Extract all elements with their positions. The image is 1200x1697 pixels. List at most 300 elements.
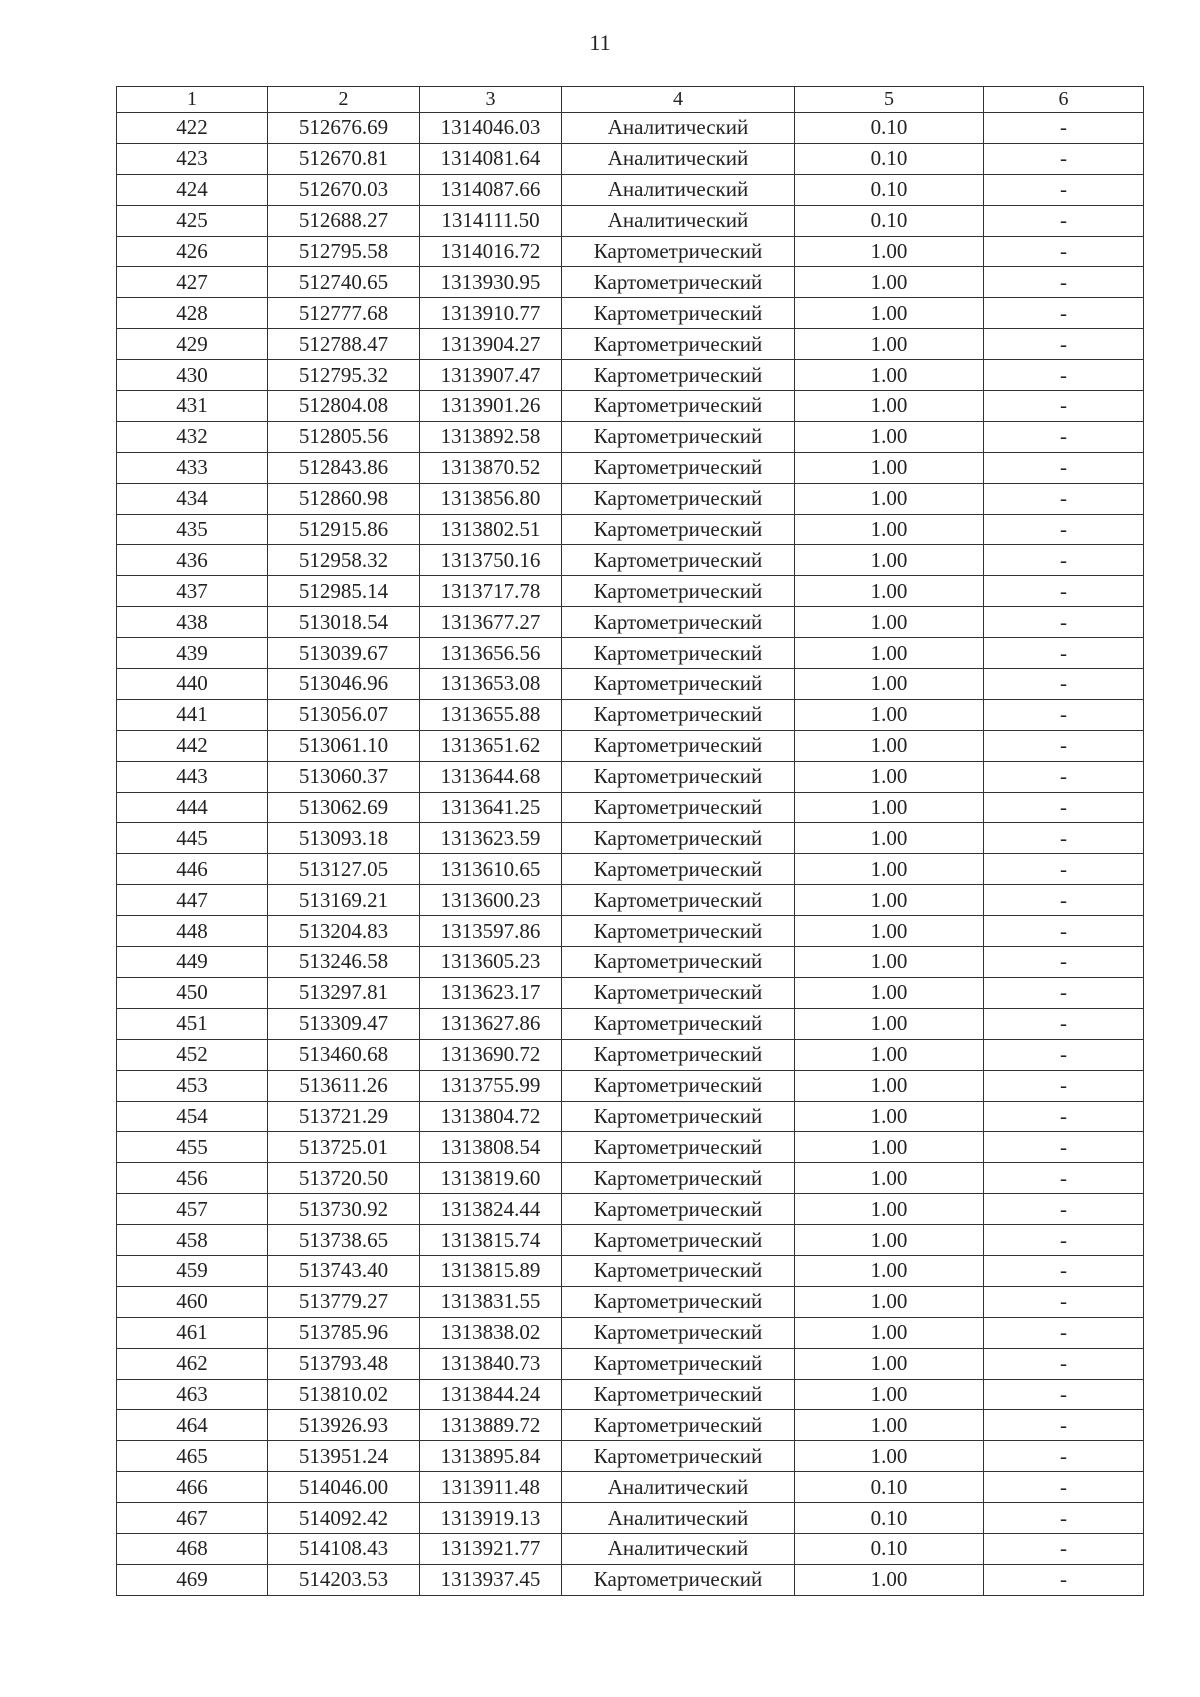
x-coordinate-cell: 512804.08 <box>268 391 420 422</box>
description-cell: - <box>984 761 1144 792</box>
description-cell: - <box>984 360 1144 391</box>
table-row <box>117 391 1144 422</box>
description-cell: - <box>984 1070 1144 1101</box>
x-coordinate-cell: 512805.56 <box>268 421 420 452</box>
table-body <box>117 113 1144 1596</box>
point-number-cell: 449 <box>117 947 268 978</box>
y-coordinate-cell: 1314016.72 <box>420 236 562 267</box>
accuracy-cell: 1.00 <box>795 452 984 483</box>
method-cell: Картометрический <box>562 977 795 1008</box>
description-cell: - <box>984 1286 1144 1317</box>
point-number-cell: 437 <box>117 576 268 607</box>
table-row <box>117 730 1144 761</box>
method-cell: Картометрический <box>562 1225 795 1256</box>
x-coordinate-cell: 513720.50 <box>268 1163 420 1194</box>
description-cell: - <box>984 576 1144 607</box>
table-row <box>117 360 1144 391</box>
method-cell: Картометрический <box>562 885 795 916</box>
method-cell: Картометрический <box>562 391 795 422</box>
method-cell: Картометрический <box>562 329 795 360</box>
point-number-cell: 434 <box>117 483 268 514</box>
y-coordinate-cell: 1313641.25 <box>420 792 562 823</box>
description-cell: - <box>984 1255 1144 1286</box>
table-row <box>117 1503 1144 1534</box>
accuracy-cell: 1.00 <box>795 1348 984 1379</box>
x-coordinate-cell: 512915.86 <box>268 514 420 545</box>
point-number-cell: 463 <box>117 1379 268 1410</box>
table-row <box>117 483 1144 514</box>
accuracy-cell: 0.10 <box>795 113 984 144</box>
table-row <box>117 329 1144 360</box>
accuracy-cell: 1.00 <box>795 1255 984 1286</box>
accuracy-cell: 1.00 <box>795 947 984 978</box>
x-coordinate-cell: 512843.86 <box>268 452 420 483</box>
method-cell: Аналитический <box>562 174 795 205</box>
method-cell: Картометрический <box>562 545 795 576</box>
method-cell: Картометрический <box>562 1101 795 1132</box>
accuracy-cell: 1.00 <box>795 1564 984 1595</box>
method-cell: Картометрический <box>562 638 795 669</box>
x-coordinate-cell: 513725.01 <box>268 1132 420 1163</box>
point-number-cell: 430 <box>117 360 268 391</box>
y-coordinate-cell: 1313819.60 <box>420 1163 562 1194</box>
accuracy-cell: 1.00 <box>795 699 984 730</box>
accuracy-cell: 0.10 <box>795 143 984 174</box>
description-cell: - <box>984 1039 1144 1070</box>
accuracy-cell: 1.00 <box>795 1441 984 1472</box>
method-cell: Картометрический <box>562 607 795 638</box>
accuracy-cell: 1.00 <box>795 298 984 329</box>
accuracy-cell: 0.10 <box>795 205 984 236</box>
x-coordinate-cell: 514046.00 <box>268 1472 420 1503</box>
description-cell: - <box>984 792 1144 823</box>
point-number-cell: 432 <box>117 421 268 452</box>
x-coordinate-cell: 513785.96 <box>268 1317 420 1348</box>
y-coordinate-cell: 1313804.72 <box>420 1101 562 1132</box>
description-cell: - <box>984 730 1144 761</box>
y-coordinate-cell: 1313605.23 <box>420 947 562 978</box>
x-coordinate-cell: 513793.48 <box>268 1348 420 1379</box>
description-cell: - <box>984 823 1144 854</box>
description-cell: - <box>984 236 1144 267</box>
method-cell: Картометрический <box>562 1255 795 1286</box>
method-cell: Аналитический <box>562 1533 795 1564</box>
description-cell: - <box>984 1533 1144 1564</box>
y-coordinate-cell: 1313892.58 <box>420 421 562 452</box>
method-cell: Аналитический <box>562 113 795 144</box>
table-row <box>117 1163 1144 1194</box>
y-coordinate-cell: 1313895.84 <box>420 1441 562 1472</box>
point-number-cell: 461 <box>117 1317 268 1348</box>
method-cell: Картометрический <box>562 452 795 483</box>
method-cell: Картометрический <box>562 1317 795 1348</box>
description-cell: - <box>984 1225 1144 1256</box>
table-row <box>117 669 1144 700</box>
table-row <box>117 1225 1144 1256</box>
method-cell: Картометрический <box>562 1441 795 1472</box>
accuracy-cell: 1.00 <box>795 1070 984 1101</box>
table-row <box>117 1255 1144 1286</box>
method-cell: Картометрический <box>562 854 795 885</box>
accuracy-cell: 1.00 <box>795 761 984 792</box>
x-coordinate-cell: 513309.47 <box>268 1008 420 1039</box>
point-number-cell: 458 <box>117 1225 268 1256</box>
accuracy-cell: 1.00 <box>795 730 984 761</box>
accuracy-cell: 1.00 <box>795 792 984 823</box>
x-coordinate-cell: 513246.58 <box>268 947 420 978</box>
method-cell: Картометрический <box>562 761 795 792</box>
accuracy-cell: 1.00 <box>795 1039 984 1070</box>
y-coordinate-cell: 1313840.73 <box>420 1348 562 1379</box>
point-number-cell: 466 <box>117 1472 268 1503</box>
method-cell: Картометрический <box>562 823 795 854</box>
method-cell: Картометрический <box>562 1410 795 1441</box>
point-number-cell: 438 <box>117 607 268 638</box>
method-cell: Картометрический <box>562 360 795 391</box>
x-coordinate-cell: 513738.65 <box>268 1225 420 1256</box>
column-header: 4 <box>562 87 795 113</box>
table-row <box>117 792 1144 823</box>
description-cell: - <box>984 514 1144 545</box>
description-cell: - <box>984 607 1144 638</box>
description-cell: - <box>984 1503 1144 1534</box>
accuracy-cell: 1.00 <box>795 421 984 452</box>
table-row <box>117 267 1144 298</box>
x-coordinate-cell: 513127.05 <box>268 854 420 885</box>
point-number-cell: 441 <box>117 699 268 730</box>
point-number-cell: 467 <box>117 1503 268 1534</box>
method-cell: Аналитический <box>562 1472 795 1503</box>
description-cell: - <box>984 885 1144 916</box>
x-coordinate-cell: 512740.65 <box>268 267 420 298</box>
page-number: 11 <box>589 30 611 55</box>
description-cell: - <box>984 1441 1144 1472</box>
y-coordinate-cell: 1314081.64 <box>420 143 562 174</box>
description-cell: - <box>984 1472 1144 1503</box>
y-coordinate-cell: 1313610.65 <box>420 854 562 885</box>
table-row <box>117 1070 1144 1101</box>
description-cell: - <box>984 329 1144 360</box>
table-row <box>117 854 1144 885</box>
table-row <box>117 607 1144 638</box>
x-coordinate-cell: 513039.67 <box>268 638 420 669</box>
accuracy-cell: 1.00 <box>795 1286 984 1317</box>
description-cell: - <box>984 1101 1144 1132</box>
point-number-cell: 447 <box>117 885 268 916</box>
description-cell: - <box>984 1379 1144 1410</box>
y-coordinate-cell: 1313901.26 <box>420 391 562 422</box>
x-coordinate-cell: 513093.18 <box>268 823 420 854</box>
accuracy-cell: 1.00 <box>795 823 984 854</box>
accuracy-cell: 1.00 <box>795 638 984 669</box>
y-coordinate-cell: 1313911.48 <box>420 1472 562 1503</box>
accuracy-cell: 1.00 <box>795 1225 984 1256</box>
point-number-cell: 442 <box>117 730 268 761</box>
description-cell: - <box>984 1163 1144 1194</box>
accuracy-cell: 1.00 <box>795 1101 984 1132</box>
table-row <box>117 514 1144 545</box>
y-coordinate-cell: 1313750.16 <box>420 545 562 576</box>
point-number-cell: 457 <box>117 1194 268 1225</box>
table-row <box>117 947 1144 978</box>
point-number-cell: 431 <box>117 391 268 422</box>
method-cell: Картометрический <box>562 236 795 267</box>
description-cell: - <box>984 669 1144 700</box>
table-row <box>117 885 1144 916</box>
method-cell: Картометрический <box>562 1564 795 1595</box>
table-row <box>117 977 1144 1008</box>
table-row <box>117 143 1144 174</box>
method-cell: Картометрический <box>562 1379 795 1410</box>
point-number-cell: 460 <box>117 1286 268 1317</box>
description-cell: - <box>984 1008 1144 1039</box>
description-cell: - <box>984 391 1144 422</box>
point-number-cell: 428 <box>117 298 268 329</box>
point-number-cell: 429 <box>117 329 268 360</box>
description-cell: - <box>984 483 1144 514</box>
method-cell: Картометрический <box>562 699 795 730</box>
method-cell: Картометрический <box>562 1348 795 1379</box>
x-coordinate-cell: 512777.68 <box>268 298 420 329</box>
description-cell: - <box>984 421 1144 452</box>
y-coordinate-cell: 1313919.13 <box>420 1503 562 1534</box>
table-row <box>117 1564 1144 1595</box>
method-cell: Картометрический <box>562 1070 795 1101</box>
point-number-cell: 448 <box>117 916 268 947</box>
y-coordinate-cell: 1314087.66 <box>420 174 562 205</box>
table-row <box>117 1472 1144 1503</box>
table-row <box>117 1194 1144 1225</box>
x-coordinate-cell: 513061.10 <box>268 730 420 761</box>
accuracy-cell: 1.00 <box>795 854 984 885</box>
table-header-row <box>117 87 1144 113</box>
description-cell: - <box>984 977 1144 1008</box>
point-number-cell: 435 <box>117 514 268 545</box>
method-cell: Картометрический <box>562 1132 795 1163</box>
description-cell: - <box>984 1132 1144 1163</box>
x-coordinate-cell: 513721.29 <box>268 1101 420 1132</box>
accuracy-cell: 1.00 <box>795 576 984 607</box>
description-cell: - <box>984 1194 1144 1225</box>
y-coordinate-cell: 1313627.86 <box>420 1008 562 1039</box>
x-coordinate-cell: 512985.14 <box>268 576 420 607</box>
table-row <box>117 421 1144 452</box>
description-cell: - <box>984 638 1144 669</box>
method-cell: Картометрический <box>562 1194 795 1225</box>
point-number-cell: 451 <box>117 1008 268 1039</box>
point-number-cell: 426 <box>117 236 268 267</box>
point-number-cell: 459 <box>117 1255 268 1286</box>
y-coordinate-cell: 1313910.77 <box>420 298 562 329</box>
x-coordinate-cell: 512676.69 <box>268 113 420 144</box>
x-coordinate-cell: 512795.58 <box>268 236 420 267</box>
method-cell: Картометрический <box>562 421 795 452</box>
point-number-cell: 453 <box>117 1070 268 1101</box>
point-number-cell: 422 <box>117 113 268 144</box>
point-number-cell: 455 <box>117 1132 268 1163</box>
method-cell: Картометрический <box>562 916 795 947</box>
x-coordinate-cell: 514092.42 <box>268 1503 420 1534</box>
y-coordinate-cell: 1313597.86 <box>420 916 562 947</box>
point-number-cell: 445 <box>117 823 268 854</box>
y-coordinate-cell: 1313717.78 <box>420 576 562 607</box>
y-coordinate-cell: 1313651.62 <box>420 730 562 761</box>
x-coordinate-cell: 513779.27 <box>268 1286 420 1317</box>
point-number-cell: 465 <box>117 1441 268 1472</box>
x-coordinate-cell: 512670.81 <box>268 143 420 174</box>
table-row <box>117 1379 1144 1410</box>
column-header: 1 <box>117 87 268 113</box>
x-coordinate-cell: 513926.93 <box>268 1410 420 1441</box>
point-number-cell: 464 <box>117 1410 268 1441</box>
method-cell: Картометрический <box>562 669 795 700</box>
y-coordinate-cell: 1313889.72 <box>420 1410 562 1441</box>
y-coordinate-cell: 1313844.24 <box>420 1379 562 1410</box>
x-coordinate-cell: 513460.68 <box>268 1039 420 1070</box>
method-cell: Картометрический <box>562 1286 795 1317</box>
description-cell: - <box>984 205 1144 236</box>
point-number-cell: 444 <box>117 792 268 823</box>
method-cell: Картометрический <box>562 792 795 823</box>
point-number-cell: 454 <box>117 1101 268 1132</box>
x-coordinate-cell: 513730.92 <box>268 1194 420 1225</box>
table-row <box>117 916 1144 947</box>
accuracy-cell: 1.00 <box>795 1410 984 1441</box>
point-number-cell: 439 <box>117 638 268 669</box>
description-cell: - <box>984 1410 1144 1441</box>
accuracy-cell: 1.00 <box>795 1194 984 1225</box>
accuracy-cell: 0.10 <box>795 1503 984 1534</box>
y-coordinate-cell: 1313623.59 <box>420 823 562 854</box>
x-coordinate-cell: 513204.83 <box>268 916 420 947</box>
accuracy-cell: 1.00 <box>795 607 984 638</box>
description-cell: - <box>984 143 1144 174</box>
table-row <box>117 699 1144 730</box>
accuracy-cell: 1.00 <box>795 669 984 700</box>
y-coordinate-cell: 1313856.80 <box>420 483 562 514</box>
column-header: 2 <box>268 87 420 113</box>
accuracy-cell: 1.00 <box>795 885 984 916</box>
point-number-cell: 446 <box>117 854 268 885</box>
accuracy-cell: 1.00 <box>795 1132 984 1163</box>
x-coordinate-cell: 512860.98 <box>268 483 420 514</box>
x-coordinate-cell: 512688.27 <box>268 205 420 236</box>
method-cell: Картометрический <box>562 1039 795 1070</box>
method-cell: Аналитический <box>562 205 795 236</box>
y-coordinate-cell: 1313907.47 <box>420 360 562 391</box>
table-row <box>117 1533 1144 1564</box>
table-row <box>117 1441 1144 1472</box>
y-coordinate-cell: 1313623.17 <box>420 977 562 1008</box>
table-row <box>117 761 1144 792</box>
description-cell: - <box>984 298 1144 329</box>
x-coordinate-cell: 513062.69 <box>268 792 420 823</box>
table-row <box>117 823 1144 854</box>
x-coordinate-cell: 513951.24 <box>268 1441 420 1472</box>
description-cell: - <box>984 267 1144 298</box>
table-row <box>117 1132 1144 1163</box>
y-coordinate-cell: 1313937.45 <box>420 1564 562 1595</box>
x-coordinate-cell: 512788.47 <box>268 329 420 360</box>
y-coordinate-cell: 1313656.56 <box>420 638 562 669</box>
method-cell: Картометрический <box>562 483 795 514</box>
table-row <box>117 1101 1144 1132</box>
point-number-cell: 443 <box>117 761 268 792</box>
table-row <box>117 298 1144 329</box>
accuracy-cell: 1.00 <box>795 514 984 545</box>
accuracy-cell: 1.00 <box>795 977 984 1008</box>
point-number-cell: 433 <box>117 452 268 483</box>
y-coordinate-cell: 1313653.08 <box>420 669 562 700</box>
accuracy-cell: 1.00 <box>795 1008 984 1039</box>
accuracy-cell: 1.00 <box>795 483 984 514</box>
x-coordinate-cell: 513169.21 <box>268 885 420 916</box>
description-cell: - <box>984 452 1144 483</box>
column-header: 6 <box>984 87 1144 113</box>
method-cell: Картометрический <box>562 730 795 761</box>
table-row <box>117 1008 1144 1039</box>
method-cell: Картометрический <box>562 1008 795 1039</box>
x-coordinate-cell: 513060.37 <box>268 761 420 792</box>
y-coordinate-cell: 1313644.68 <box>420 761 562 792</box>
y-coordinate-cell: 1314046.03 <box>420 113 562 144</box>
table-row <box>117 113 1144 144</box>
y-coordinate-cell: 1313655.88 <box>420 699 562 730</box>
table-row <box>117 205 1144 236</box>
table-row <box>117 236 1144 267</box>
accuracy-cell: 1.00 <box>795 236 984 267</box>
description-cell: - <box>984 699 1144 730</box>
table-row <box>117 452 1144 483</box>
point-number-cell: 436 <box>117 545 268 576</box>
y-coordinate-cell: 1313930.95 <box>420 267 562 298</box>
y-coordinate-cell: 1313838.02 <box>420 1317 562 1348</box>
y-coordinate-cell: 1313808.54 <box>420 1132 562 1163</box>
coordinates-table <box>116 86 1144 1596</box>
x-coordinate-cell: 513297.81 <box>268 977 420 1008</box>
y-coordinate-cell: 1313870.52 <box>420 452 562 483</box>
description-cell: - <box>984 947 1144 978</box>
accuracy-cell: 1.00 <box>795 545 984 576</box>
accuracy-cell: 1.00 <box>795 329 984 360</box>
x-coordinate-cell: 512670.03 <box>268 174 420 205</box>
column-header: 5 <box>795 87 984 113</box>
y-coordinate-cell: 1313755.99 <box>420 1070 562 1101</box>
accuracy-cell: 1.00 <box>795 1317 984 1348</box>
description-cell: - <box>984 1348 1144 1379</box>
method-cell: Аналитический <box>562 143 795 174</box>
x-coordinate-cell: 513743.40 <box>268 1255 420 1286</box>
column-header: 3 <box>420 87 562 113</box>
point-number-cell: 450 <box>117 977 268 1008</box>
x-coordinate-cell: 514203.53 <box>268 1564 420 1595</box>
table-row <box>117 1317 1144 1348</box>
method-cell: Аналитический <box>562 1503 795 1534</box>
point-number-cell: 468 <box>117 1533 268 1564</box>
y-coordinate-cell: 1313690.72 <box>420 1039 562 1070</box>
y-coordinate-cell: 1313600.23 <box>420 885 562 916</box>
method-cell: Картометрический <box>562 947 795 978</box>
x-coordinate-cell: 512795.32 <box>268 360 420 391</box>
description-cell: - <box>984 854 1144 885</box>
point-number-cell: 425 <box>117 205 268 236</box>
y-coordinate-cell: 1313921.77 <box>420 1533 562 1564</box>
x-coordinate-cell: 512958.32 <box>268 545 420 576</box>
accuracy-cell: 1.00 <box>795 916 984 947</box>
description-cell: - <box>984 545 1144 576</box>
accuracy-cell: 1.00 <box>795 267 984 298</box>
accuracy-cell: 1.00 <box>795 391 984 422</box>
